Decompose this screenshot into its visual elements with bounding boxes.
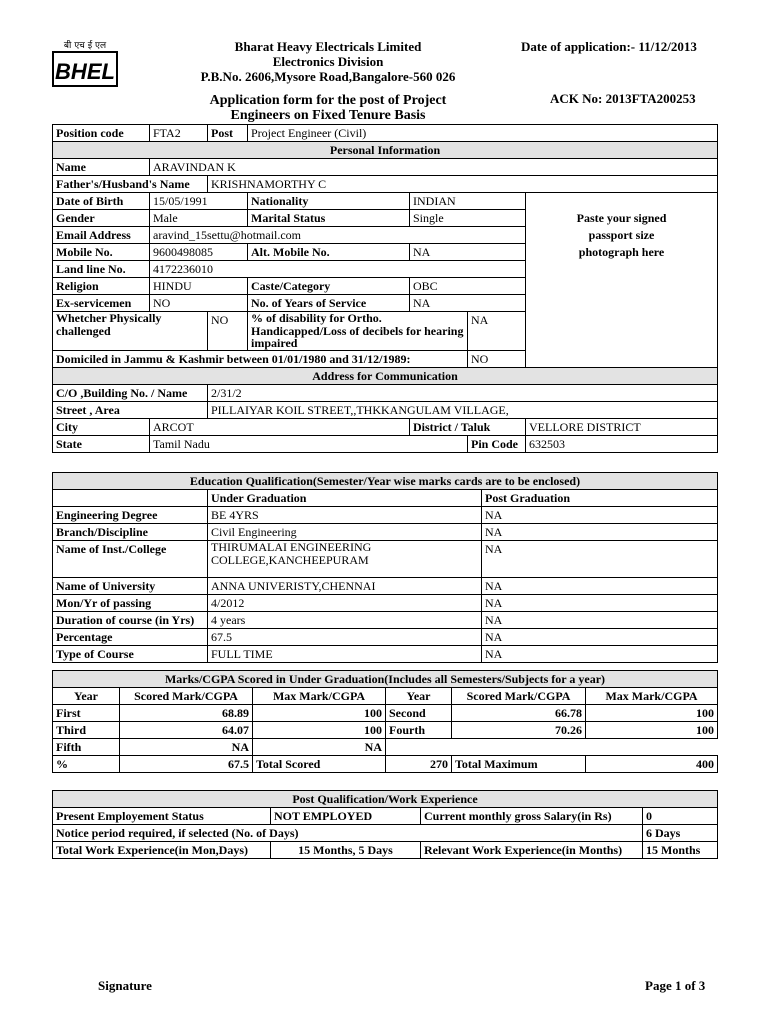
salary-value: 0 — [643, 808, 718, 825]
years-of-service-value: NA — [410, 295, 526, 312]
marks-heading: Marks/CGPA Scored in Under Graduation(Includes all Semesters/Subjects for a year) — [53, 671, 718, 688]
education-pg-value: NA — [482, 646, 718, 663]
education-pg-value: NA — [482, 578, 718, 595]
dob-value: 15/05/1991 — [150, 193, 248, 210]
form-title-line2: Engineers on Fixed Tenure Basis — [230, 108, 426, 123]
photo-placeholder — [526, 210, 718, 368]
city-value: ARCOT — [150, 419, 410, 436]
mobile-value: 9600498085 — [150, 244, 248, 261]
gender-value: Male — [150, 210, 248, 227]
education-table — [52, 472, 718, 663]
marks-col-header: Max Mark/CGPA — [586, 688, 718, 705]
pin-code-value: 632503 — [526, 436, 718, 453]
alt-mobile-value: NA — [410, 244, 526, 261]
ack-number: ACK No: 2013FTA200253 — [550, 91, 696, 106]
marks-max: 100 — [586, 705, 718, 722]
ex-servicemen-label: Ex-servicemen — [53, 295, 150, 312]
ug-column-header: Under Graduation — [208, 490, 482, 507]
position-code-label: Position code — [53, 125, 150, 142]
total-maximum-label: Total Maximum — [452, 756, 586, 773]
svg-text:BHEL: BHEL — [55, 59, 115, 84]
education-row-label: Mon/Yr of passing — [53, 595, 208, 612]
education-ug-value: 4/2012 — [208, 595, 482, 612]
gender-label: Gender — [53, 210, 150, 227]
education-row-label: Name of Inst./College — [53, 541, 208, 578]
father-name-label: Father's/Husband's Name — [53, 176, 208, 193]
marks-scored: 68.89 — [120, 705, 253, 722]
disability-percent-label: % of disability for Ortho. Handicapped/Loss of decibels for hearing impaired — [248, 312, 468, 351]
company-address: P.B.No. 2606,Mysore Road,Bangalore-560 026 — [200, 69, 456, 84]
notice-period-label: Notice period required, if selected (No. of Days) — [53, 825, 643, 842]
co-building-label: C/O ,Building No. / Name — [53, 385, 208, 402]
physically-challenged-label: Whetcher Physically challenged — [53, 312, 208, 351]
disability-percent-value: NA — [468, 312, 526, 351]
landline-label: Land line No. — [53, 261, 150, 278]
education-ug-value: ANNA UNIVERISTY,CHENNAI — [208, 578, 482, 595]
marks-col-header: Year — [386, 688, 452, 705]
landline-value: 4172236010 — [150, 261, 526, 278]
marks-scored: NA — [120, 739, 253, 756]
education-ug-value: BE 4YRS — [208, 507, 482, 524]
alt-mobile-label: Alt. Mobile No. — [248, 244, 410, 261]
percentage-value: 67.5 — [120, 756, 253, 773]
religion-label: Religion — [53, 278, 150, 295]
caste-value: OBC — [410, 278, 526, 295]
total-scored-value: 270 — [386, 756, 452, 773]
district-value: VELLORE DISTRICT — [526, 419, 718, 436]
education-heading: Education Qualification(Semester/Year wise marks cards are to be enclosed) — [53, 473, 718, 490]
marks-empty — [386, 739, 718, 756]
company-name: Bharat Heavy Electricals Limited — [234, 39, 422, 54]
marks-year: Second — [386, 705, 452, 722]
domicile-jk-value: NO — [468, 351, 526, 368]
marks-col-header: Year — [53, 688, 120, 705]
mobile-label: Mobile No. — [53, 244, 150, 261]
marks-year: Fourth — [386, 722, 452, 739]
marks-scored: 70.26 — [452, 722, 586, 739]
notice-period-value: 6 Days — [643, 825, 718, 842]
education-row-label: Name of University — [53, 578, 208, 595]
total-experience-label: Total Work Experience(in Mon,Days) — [53, 842, 271, 859]
education-header-blank — [53, 490, 208, 507]
marital-status-value: Single — [410, 210, 526, 227]
total-scored-label: Total Scored — [253, 756, 386, 773]
caste-label: Caste/Category — [248, 278, 410, 295]
marks-col-header: Scored Mark/CGPA — [120, 688, 253, 705]
years-of-service-label: No. of Years of Service — [248, 295, 410, 312]
email-label: Email Address — [53, 227, 150, 244]
marks-max: 100 — [586, 722, 718, 739]
marks-col-header: Max Mark/CGPA — [253, 688, 386, 705]
marks-year: Third — [53, 722, 120, 739]
experience-heading: Post Qualification/Work Experience — [53, 791, 718, 808]
nationality-label: Nationality — [248, 193, 410, 210]
employment-status-label: Present Employement Status — [53, 808, 271, 825]
state-value: Tamil Nadu — [150, 436, 468, 453]
education-row-label: Engineering Degree — [53, 507, 208, 524]
marks-max: NA — [253, 739, 386, 756]
form-title-line1: Application form for the post of Project — [209, 93, 447, 108]
education-pg-value: NA — [482, 524, 718, 541]
education-row-label: Type of Course — [53, 646, 208, 663]
employment-status-value: NOT EMPLOYED — [271, 808, 421, 825]
post-label: Post — [208, 125, 248, 142]
post-value: Project Engineer (Civil) — [248, 125, 718, 142]
bhel-logo — [52, 38, 118, 88]
svg-text:बी एच ई एल: बी एच ई एल — [63, 41, 107, 51]
personal-info-table — [52, 124, 718, 453]
education-row-label: Branch/Discipline — [53, 524, 208, 541]
total-maximum-value: 400 — [586, 756, 718, 773]
marks-year: Fifth — [53, 739, 120, 756]
experience-table — [52, 790, 718, 859]
education-pg-value: NA — [482, 595, 718, 612]
nationality-value: INDIAN — [410, 193, 526, 210]
education-ug-value: THIRUMALAI ENGINEERING COLLEGE,KANCHEEPURAM — [208, 541, 482, 578]
marks-scored: 64.07 — [120, 722, 253, 739]
ex-servicemen-value: NO — [150, 295, 248, 312]
photo-instructions: Paste your signed passport size photograph here — [576, 210, 667, 259]
marital-status-label: Marital Status — [248, 210, 410, 227]
district-label: District / Taluk — [410, 419, 526, 436]
position-code-value: FTA2 — [150, 125, 208, 142]
physically-challenged-value: NO — [208, 312, 248, 351]
name-label: Name — [53, 159, 150, 176]
education-ug-value: Civil Engineering — [208, 524, 482, 541]
education-pg-value: NA — [482, 507, 718, 524]
co-building-value: 2/31/2 — [208, 385, 718, 402]
total-experience-value: 15 Months, 5 Days — [271, 842, 421, 859]
page-number: Page 1 of 3 — [645, 978, 706, 993]
salary-label: Current monthly gross Salary(in Rs) — [421, 808, 643, 825]
education-pg-value: NA — [482, 612, 718, 629]
father-name-value: KRISHNAMORTHY C — [208, 176, 718, 193]
name-value: ARAVINDAN K — [150, 159, 718, 176]
education-ug-value: 67.5 — [208, 629, 482, 646]
religion-value: HINDU — [150, 278, 248, 295]
relevant-experience-value: 15 Months — [643, 842, 718, 859]
relevant-experience-label: Relevant Work Experience(in Months) — [421, 842, 643, 859]
dob-label: Date of Birth — [53, 193, 150, 210]
marks-max: 100 — [253, 705, 386, 722]
street-label: Street , Area — [53, 402, 208, 419]
city-label: City — [53, 419, 150, 436]
domicile-jk-label: Domiciled in Jammu & Kashmir between 01/01/1980 and 31/12/1989: — [53, 351, 468, 368]
pin-code-label: Pin Code — [468, 436, 526, 453]
state-label: State — [53, 436, 150, 453]
email-value: aravind_15settu@hotmail.com — [150, 227, 526, 244]
education-pg-value: NA — [482, 629, 718, 646]
address-heading: Address for Communication — [53, 368, 718, 385]
personal-info-heading: Personal Information — [53, 142, 718, 159]
marks-max: 100 — [253, 722, 386, 739]
pg-column-header: Post Graduation — [482, 490, 718, 507]
signature-label: Signature — [98, 978, 152, 993]
marks-table — [52, 670, 718, 773]
marks-scored: 66.78 — [452, 705, 586, 722]
education-pg-value: NA — [482, 541, 718, 578]
percentage-label: % — [53, 756, 120, 773]
education-row-label: Percentage — [53, 629, 208, 646]
education-ug-value: 4 years — [208, 612, 482, 629]
date-of-application: Date of application:- 11/12/2013 — [521, 39, 697, 54]
photo-box-top — [526, 193, 718, 210]
street-value: PILLAIYAR KOIL STREET,,THKKANGULAM VILLAGE, — [208, 402, 718, 419]
education-row-label: Duration of course (in Yrs) — [53, 612, 208, 629]
marks-col-header: Scored Mark/CGPA — [452, 688, 586, 705]
education-ug-value: FULL TIME — [208, 646, 482, 663]
division-name: Electronics Division — [272, 54, 384, 69]
marks-year: First — [53, 705, 120, 722]
